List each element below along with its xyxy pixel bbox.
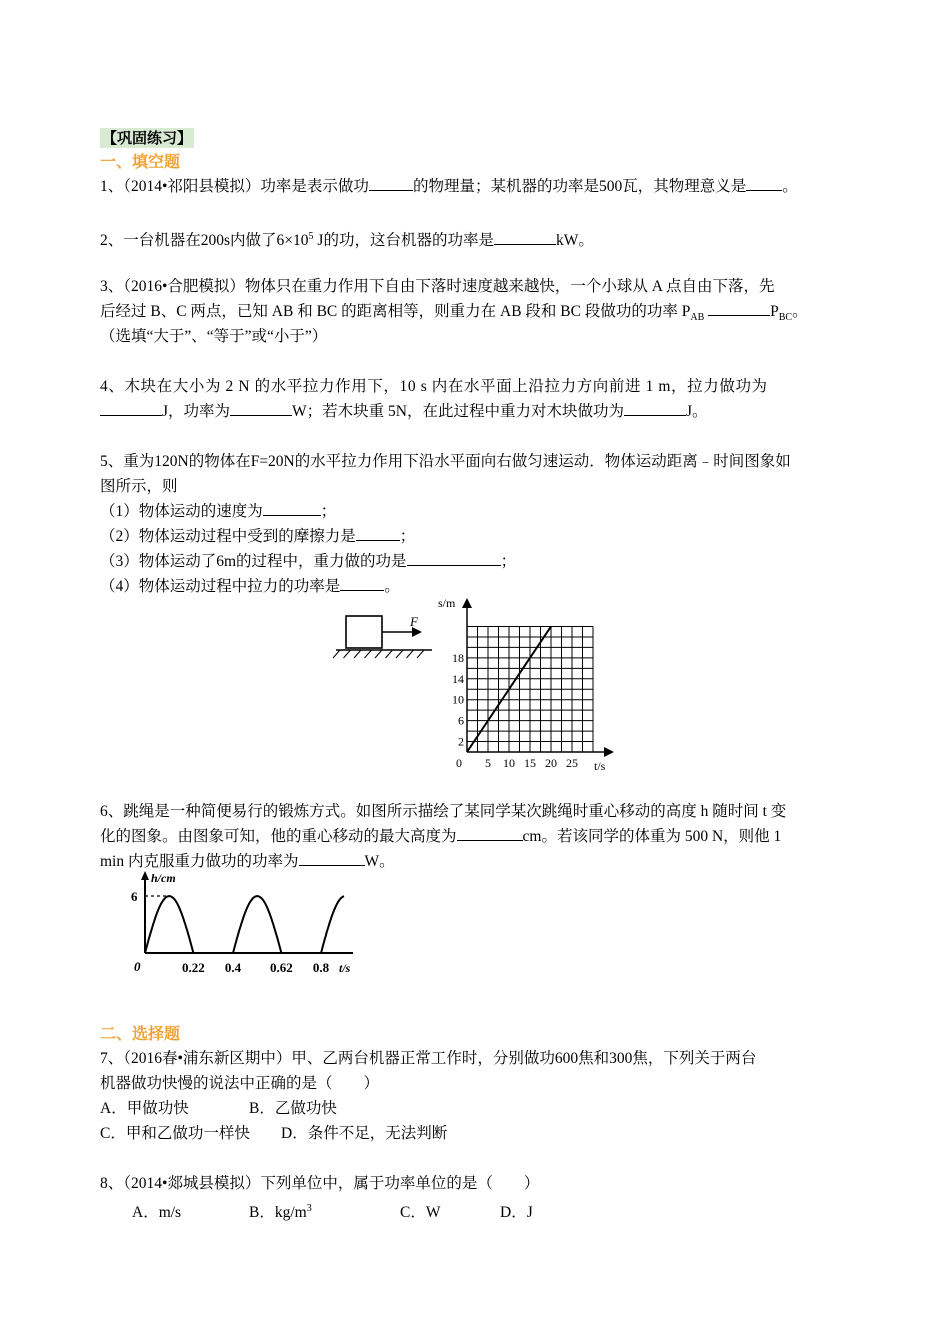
q7-option-c[interactable]: C．甲和乙做功一样快	[100, 1125, 250, 1142]
h-t-y-arrow	[141, 871, 149, 880]
hatch-line	[344, 650, 351, 658]
s-t-x-arrow	[604, 747, 614, 757]
h-t-origin: 0	[134, 959, 141, 974]
q5-s4-text: （4）物体运动过程中拉力的功率是	[100, 578, 341, 595]
question-5-line-2: 图所示，则	[100, 478, 178, 495]
figure-6	[125, 868, 375, 983]
q2-blank[interactable]	[494, 229, 556, 245]
s-t-ylabel: s/m	[438, 596, 456, 610]
h-t-curve-jump2	[233, 896, 281, 953]
q3-text-b: P	[770, 303, 779, 320]
q4-blank-3[interactable]	[624, 400, 686, 416]
x-tick-label: 10	[503, 756, 515, 770]
q1-text-a: 1、（2014•祁阳县模拟）功率是表示做功	[100, 178, 369, 195]
q2-exponent: 5	[308, 231, 314, 242]
q6-blank-1[interactable]	[457, 825, 523, 841]
question-7-options-row-1	[100, 1096, 855, 1121]
question-4-line-2	[100, 399, 855, 424]
question-4-line-1: 4、木块在大小为 2 N 的水平拉力作用下，10 s 内在水平面上沿拉力方向前进 1 m，拉力做功为	[100, 378, 768, 395]
q8-option-b[interactable]	[249, 1196, 400, 1225]
question-3-line-3: （选填“大于”、“等于”或“小于”）	[100, 328, 328, 345]
q3-text-a: 后经过 B、C 两点，已知 AB 和 BC 的距离相等，则重力在 AB 段和 BC 段做功的功率 P	[100, 303, 691, 320]
q8-option-a[interactable]: A．m/s	[132, 1204, 182, 1222]
h-t-x-tick-label: 0.4	[224, 960, 242, 975]
hatch-line	[365, 650, 372, 658]
q3-blank[interactable]	[708, 300, 770, 316]
q5-s4-end: 。	[384, 578, 400, 595]
q6-text-d: W。	[364, 853, 395, 870]
h-t-curve-jump1	[145, 896, 193, 953]
x-tick-label: 5	[485, 756, 491, 770]
h-t-x-tick-label: 0.22	[182, 960, 205, 975]
q5-s1-end: ；	[320, 503, 337, 520]
q1-blank-1[interactable]	[369, 175, 413, 191]
figure-5	[330, 595, 630, 775]
section-choice-heading: 二、选择题	[100, 1024, 181, 1043]
q8-option-d[interactable]: D．J	[500, 1204, 533, 1222]
q8-option-b-exp: 3	[306, 1203, 312, 1214]
q3-text-c: 。	[792, 303, 808, 320]
block-diagram	[333, 614, 432, 658]
s-t-origin: 0	[456, 756, 462, 770]
question-3-line-1: 3、（2016•合肥模拟）物体只在重力作用下自由下落时速度越来越快，一个小球从 A 点自由下落，先	[100, 278, 775, 295]
q4-text-c: W；若木块重 5N，在此过程中重力对木块做功为	[292, 403, 624, 420]
wooden-block	[346, 616, 382, 648]
q6-text-b: cm。若该同学的体重为 500 N，则他 1	[522, 828, 782, 845]
q1-blank-2[interactable]	[746, 175, 782, 191]
q6-text-a: 化的图象。由图象可知，他的重心移动的最大高度为	[100, 828, 457, 845]
q4-blank-2[interactable]	[230, 400, 292, 416]
y-tick-label: 10	[452, 692, 464, 707]
question-7-options-row-2	[100, 1121, 855, 1146]
q7-option-d[interactable]: D．条件不足，无法判断	[281, 1125, 448, 1142]
force-label: F	[410, 614, 418, 629]
q2-text-c: kW。	[555, 232, 594, 250]
y-tick-label: 6	[458, 713, 464, 728]
question-5-line-1: 5、重为120N的物体在F=20N的水平拉力作用下沿水平面向右做匀速运动．物体运动距离﹣时间图象如	[100, 453, 791, 470]
hatch-line	[386, 650, 393, 658]
y-tick-label: 18	[452, 650, 464, 665]
q6-text-c: min 内克服重力做功的功率为	[100, 853, 299, 870]
hatch-line	[417, 650, 424, 658]
x-tick-label: 15	[524, 756, 536, 770]
q5-s3-text: （3）物体运动了6m的过程中，重力做的功是	[100, 553, 407, 570]
q5-s1-text: （1）物体运动的速度为	[100, 503, 263, 520]
q8-option-c[interactable]: C．W	[400, 1204, 441, 1222]
h-t-x-tick-label: 0.8	[312, 960, 330, 975]
q4-blank-1[interactable]	[100, 400, 162, 416]
q5-s2-end: ；	[399, 528, 416, 545]
question-5-sub-1	[100, 499, 855, 524]
q5-s3-end: ；	[500, 553, 517, 570]
ground-hatching	[333, 650, 424, 658]
q5-blank-4[interactable]	[340, 575, 384, 591]
y-tick-label: 2	[458, 734, 464, 749]
x-tick-label: 25	[566, 756, 578, 770]
question-8-options	[100, 1196, 855, 1225]
question-7-line-2: 机器做功快慢的说法中正确的是（ ）	[100, 1075, 380, 1092]
h-t-ytick-6: 6	[131, 889, 138, 904]
q4-text-b: J，功率为	[162, 403, 231, 420]
question-5-sub-3	[100, 549, 855, 574]
h-t-x-tick-label: 0.62	[270, 960, 293, 975]
question-5-sub-2	[100, 524, 855, 549]
section-fill-heading: 一、填空题	[100, 152, 181, 171]
s-t-y-arrow	[462, 598, 472, 608]
h-t-curves	[145, 896, 344, 953]
question-6-line-2	[100, 824, 855, 849]
s-t-grid	[467, 626, 593, 752]
s-t-chart	[438, 596, 614, 773]
q1-text-c: 。	[782, 178, 798, 195]
hatch-line	[354, 650, 361, 658]
q4-text-d: J。	[686, 403, 708, 420]
hatch-line	[396, 650, 403, 658]
question-1	[100, 174, 855, 199]
h-t-curve-jump3	[321, 896, 344, 953]
hatch-line	[407, 650, 414, 658]
q3-sub-ab: AB	[690, 312, 705, 324]
x-tick-label: 20	[545, 756, 557, 770]
q5-s2-text: （2）物体运动过程中受到的摩擦力是	[100, 528, 356, 545]
q7-option-a[interactable]: A．甲做功快	[100, 1100, 189, 1117]
q8-option-b-text: B．kg/m	[249, 1204, 307, 1222]
section-tag: 【巩固练习】	[102, 129, 193, 147]
y-tick-label: 14	[452, 671, 464, 686]
q6-blank-2[interactable]	[299, 850, 365, 866]
q3-sub-bc: BC	[778, 312, 793, 324]
q5-blank-1[interactable]	[263, 500, 321, 516]
hatch-line	[333, 650, 340, 658]
q5-blank-2[interactable]	[356, 525, 400, 541]
h-t-xlabel: t/s	[339, 961, 351, 975]
s-t-xlabel: t/s	[594, 759, 606, 773]
hatch-line	[375, 650, 382, 658]
question-2	[100, 224, 855, 253]
q7-option-b[interactable]: B．乙做功快	[249, 1100, 337, 1117]
q1-text-b: 的物理量；某机器的功率是500瓦，其物理意义是	[412, 178, 747, 195]
question-8-line-1: 8、（2014•郯城县模拟）下列单位中，属于功率单位的是（ ）	[100, 1175, 540, 1192]
h-t-tick-labels	[182, 960, 330, 975]
question-7-line-1: 7、（2016春•浦东新区期中）甲、乙两台机器正常工作时，分别做功600焦和300焦，下列关于两台	[100, 1050, 757, 1067]
q2-text-a: 2、一台机器在200s内做了6×10	[100, 232, 309, 250]
question-6-line-1: 6、跳绳是一种简便易行的锻炼方式。如图所示描绘了某同学某次跳绳时重心移动的高度 h 随时间 t 变	[100, 803, 787, 820]
q5-blank-3[interactable]	[407, 550, 501, 566]
q2-text-b: J的功，这台机器的功率是	[313, 232, 494, 250]
h-t-ylabel: h/cm	[151, 871, 176, 885]
